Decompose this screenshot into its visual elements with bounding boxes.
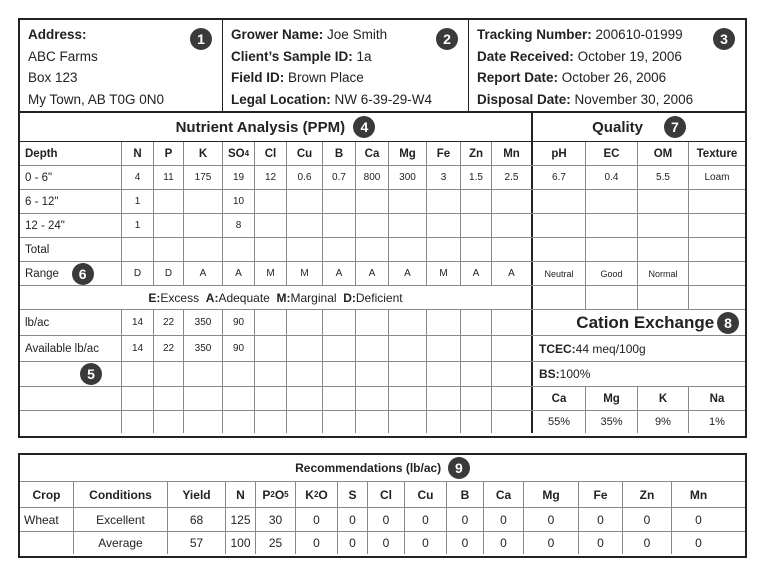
range-label-cell (20, 262, 122, 285)
grower-name-label: Grower Name: (231, 27, 324, 42)
cell: 90 (223, 310, 255, 335)
rec-col-conditions: Conditions (74, 482, 168, 507)
rec-condition: Excellent (74, 508, 168, 531)
cell: 0 (484, 532, 524, 554)
cell (184, 238, 223, 261)
cell: 0 (338, 532, 368, 554)
cell: 10 (223, 190, 255, 213)
cell (154, 238, 184, 261)
cell (184, 411, 223, 433)
table-row (20, 190, 745, 214)
badge-cell (20, 362, 122, 386)
range-cell: A (356, 262, 389, 285)
col-b: B (323, 142, 356, 165)
cell (427, 362, 461, 386)
rec-col-n: N (226, 482, 256, 507)
cell: 0 (405, 532, 447, 554)
cell: 30 (256, 508, 296, 531)
col-fe: Fe (427, 142, 461, 165)
cell: 22 (154, 336, 184, 361)
rec-crop (20, 532, 74, 554)
rec-title-cell (20, 455, 745, 481)
cell (492, 336, 533, 361)
row-label: 6 - 12" (20, 190, 122, 213)
rec-col-cu: Cu (405, 482, 447, 507)
table-row (20, 238, 745, 262)
quality-title-cell (533, 113, 745, 141)
cation-title-row (533, 310, 745, 336)
cell: 3 (427, 166, 461, 189)
rec-col-cl: Cl (368, 482, 405, 507)
cell (638, 214, 689, 237)
cell (461, 411, 492, 433)
rec-row (20, 508, 745, 532)
range-cell: D (122, 262, 154, 285)
range-cell: M (427, 262, 461, 285)
cell: 8 (223, 214, 255, 237)
cell (287, 362, 323, 386)
cell (356, 310, 389, 335)
cell: 350 (184, 336, 223, 361)
cell (389, 411, 427, 433)
range-cell: A (389, 262, 427, 285)
rec-col-crop: Crop (20, 482, 74, 507)
row-label: 12 - 24" (20, 214, 122, 237)
cell: 1 (122, 214, 154, 237)
cell (255, 362, 287, 386)
row-label: 0 - 6" (20, 166, 122, 189)
tcec-row (533, 336, 745, 362)
cation-title-cell (533, 310, 745, 335)
cell: 1 (122, 190, 154, 213)
col-n: N (122, 142, 154, 165)
badge-2: 2 (436, 28, 458, 50)
cell: 25 (256, 532, 296, 554)
cell (323, 362, 356, 386)
cell: 2.5 (492, 166, 533, 189)
date-received-label: Date Received: (477, 48, 574, 64)
rec-row (20, 532, 745, 554)
cell (492, 310, 533, 335)
cell (356, 336, 389, 361)
rec-col-b: B (447, 482, 484, 507)
section-title-row (20, 113, 745, 142)
cell (492, 190, 533, 213)
tcec: TCEC: 44 meq/100g (539, 341, 646, 356)
disposal-date-label: Disposal Date: (477, 91, 571, 107)
cell (356, 362, 389, 386)
cell: 22 (154, 310, 184, 335)
cell (389, 238, 427, 261)
cell: 4 (122, 166, 154, 189)
cation-k: 9% (638, 411, 689, 433)
cell: 19 (223, 166, 255, 189)
rec-col-k2o: K 2 O (296, 482, 338, 507)
report-date-label: Report Date: (477, 70, 559, 85)
cell: 0.7 (323, 166, 356, 189)
cell (184, 387, 223, 410)
cell: 0 (695, 536, 702, 550)
cell (461, 336, 492, 361)
cell (184, 362, 223, 386)
cell: 0 (447, 508, 484, 531)
badge-8: 8 (717, 312, 739, 334)
range-cell: M (287, 262, 323, 285)
cell (389, 387, 427, 410)
cell (586, 214, 638, 237)
range-cell: A (492, 262, 533, 285)
tracking-block (468, 20, 745, 111)
cell (287, 310, 323, 335)
texture-value: Loam (704, 172, 730, 183)
rec-col-yield: Yield (168, 482, 226, 507)
range-cell: A (323, 262, 356, 285)
range-row (20, 262, 745, 286)
cell (184, 214, 223, 237)
cell (492, 362, 533, 386)
cell (154, 190, 184, 213)
nutrient-header-row (20, 142, 745, 166)
cell (461, 214, 492, 237)
rec-col-p2o5: P 2 O 5 (256, 482, 296, 507)
cell: 14 (122, 310, 154, 335)
cell: 350 (184, 310, 223, 335)
badge-6: 6 (72, 263, 94, 285)
cell: 1.5 (461, 166, 492, 189)
cell: 0 (623, 508, 672, 531)
cell (533, 238, 586, 261)
available-row (20, 336, 533, 362)
cell: 0 (623, 532, 672, 554)
cell: 14 (122, 336, 154, 361)
cation-header-row (533, 387, 745, 411)
cell (389, 362, 427, 386)
cell (689, 286, 745, 309)
cation-na: 1% (709, 416, 725, 428)
cell (461, 238, 492, 261)
cell (287, 387, 323, 410)
cation-title: Cation Exchange (576, 312, 715, 332)
col-ph: pH (533, 142, 586, 165)
cell (154, 411, 184, 433)
cell: 90 (223, 336, 255, 361)
address-line3: My Town, AB T0G 0N0 (28, 91, 165, 107)
ec-range: Good (586, 262, 638, 285)
cell (586, 190, 638, 213)
cell (20, 387, 122, 410)
rec-col-mn: Mn (689, 487, 708, 502)
depth-header: Depth (20, 142, 122, 165)
cell (389, 190, 427, 213)
cell (287, 411, 323, 433)
col-mn: Mn (492, 142, 533, 165)
cell: 0 (484, 508, 524, 531)
rec-condition: Average (74, 532, 168, 554)
report-date: October 26, 2006 (561, 70, 667, 85)
cell (356, 238, 389, 261)
cell (461, 310, 492, 335)
address-line2: Box 123 (28, 70, 78, 85)
rec-col-zn: Zn (623, 482, 672, 507)
lower-section (20, 310, 745, 433)
badge-3: 3 (713, 28, 735, 50)
cell: 0 (695, 512, 702, 527)
cell: 0 (524, 508, 579, 531)
cell (689, 238, 745, 261)
badge-5: 5 (80, 363, 102, 385)
badge-4: 4 (353, 116, 375, 138)
cell (255, 310, 287, 335)
cell (461, 190, 492, 213)
table-row (20, 214, 745, 238)
quality-title: Quality (592, 118, 643, 136)
lbac-label: lb/ac (20, 310, 122, 335)
cell (461, 362, 492, 386)
table-row (20, 387, 533, 411)
cell (586, 238, 638, 261)
cation-mg: 35% (586, 411, 638, 433)
cell (323, 238, 356, 261)
cell (427, 238, 461, 261)
cell: 0 (447, 532, 484, 554)
cell: 68 (168, 508, 226, 531)
cell (323, 411, 356, 433)
cell (223, 411, 255, 433)
cell (533, 286, 586, 309)
badge-7: 7 (664, 116, 686, 138)
cell: 12 (255, 166, 287, 189)
cation-col-ca: Ca (533, 387, 586, 410)
grower-name: Joe Smith (327, 27, 388, 42)
cell (184, 190, 223, 213)
cell (356, 387, 389, 410)
cell (427, 411, 461, 433)
cell (287, 190, 323, 213)
cell: 0 (579, 508, 623, 531)
cell (255, 214, 287, 237)
col-mg: Mg (389, 142, 427, 165)
nutrient-title: Nutrient Analysis (PPM) (175, 118, 346, 136)
rec-col-mg: Mg (524, 482, 579, 507)
cell (255, 387, 287, 410)
col-cu: Cu (287, 142, 323, 165)
nutrient-title-cell (20, 113, 533, 141)
cell: 0.6 (287, 166, 323, 189)
cell (356, 214, 389, 237)
cell (389, 214, 427, 237)
disposal-date: November 30, 2006 (574, 91, 694, 107)
badge-1: 1 (190, 28, 212, 50)
address-line1: ABC Farms (28, 48, 98, 64)
col-zn: Zn (461, 142, 492, 165)
cell (638, 238, 689, 261)
cell (461, 387, 492, 410)
cell: 300 (389, 166, 427, 189)
cell (356, 190, 389, 213)
sample-id: 1a (356, 48, 372, 64)
tracking-number-label: Tracking Number: (477, 27, 592, 42)
om-value: 5.5 (638, 166, 689, 189)
cell: 0 (368, 532, 405, 554)
cell: 0 (405, 508, 447, 531)
cell: 0 (338, 508, 368, 531)
cell (20, 411, 122, 433)
cell: 800 (356, 166, 389, 189)
cell (638, 190, 689, 213)
cell (287, 214, 323, 237)
cell (223, 387, 255, 410)
rec-col-fe: Fe (579, 482, 623, 507)
texture-range (689, 262, 745, 285)
cell (323, 336, 356, 361)
badge-9: 9 (448, 457, 470, 479)
cell (122, 238, 154, 261)
col-texture: Texture (696, 147, 738, 160)
bs-row (533, 362, 745, 387)
field-id: Brown Place (288, 70, 364, 85)
range-legend: E: Excess A: Adequate M: Marginal D: Deficient (20, 286, 533, 309)
cell: 0 (296, 532, 338, 554)
rec-title: Recommendations (lb/ac) (295, 461, 442, 475)
table-row (20, 362, 533, 387)
col-p: P (154, 142, 184, 165)
cell (389, 310, 427, 335)
soil-report (18, 18, 747, 438)
col-ca: Ca (356, 142, 389, 165)
cell: 0 (296, 508, 338, 531)
cell (427, 336, 461, 361)
cell (287, 336, 323, 361)
base-saturation: BS: 100% (539, 367, 591, 381)
cell: 11 (154, 166, 184, 189)
cation-values-row (533, 411, 745, 433)
cell (689, 190, 745, 213)
field-id-label: Field ID: (231, 70, 285, 85)
cell: 175 (184, 166, 223, 189)
cell (255, 411, 287, 433)
cation-block (533, 310, 745, 433)
tracking-number: 200610-01999 (595, 27, 683, 42)
report-header (20, 20, 745, 113)
rec-col-ca: Ca (484, 482, 524, 507)
lbac-block (20, 310, 533, 433)
range-cell: M (255, 262, 287, 285)
cell (154, 214, 184, 237)
rec-header-row (20, 482, 745, 508)
col-ec: EC (586, 142, 638, 165)
cell (492, 214, 533, 237)
cell (122, 362, 154, 386)
range-cell: A (223, 262, 255, 285)
range-cell: A (461, 262, 492, 285)
range-cell: A (184, 262, 223, 285)
cell (255, 336, 287, 361)
address-label: Address: (28, 27, 87, 42)
range-label: Range (25, 267, 59, 280)
cell (323, 214, 356, 237)
range-cell: D (154, 262, 184, 285)
table-row (20, 411, 533, 433)
table-row (20, 166, 745, 190)
cell (533, 190, 586, 213)
col-om: OM (638, 142, 689, 165)
cell (255, 238, 287, 261)
cell (638, 286, 689, 309)
available-label: Available lb/ac (20, 336, 122, 361)
row-label: Total (20, 238, 122, 261)
cell (492, 387, 533, 410)
cell: 0 (368, 508, 405, 531)
rec-crop: Wheat (20, 508, 74, 531)
cation-col-na: Na (709, 392, 725, 405)
cell (323, 310, 356, 335)
col-k: K (184, 142, 223, 165)
cell (356, 411, 389, 433)
cell (427, 310, 461, 335)
address-block (20, 20, 222, 111)
cation-ca: 55% (533, 411, 586, 433)
ph-range: Neutral (533, 262, 586, 285)
rec-title-row (20, 455, 745, 482)
cell (154, 387, 184, 410)
cation-col-k: K (638, 387, 689, 410)
cell (323, 387, 356, 410)
cell (427, 214, 461, 237)
cell (389, 336, 427, 361)
cell (689, 214, 745, 237)
cell: 125 (226, 508, 256, 531)
om-range: Normal (638, 262, 689, 285)
col-cl: Cl (255, 142, 287, 165)
cell (492, 411, 533, 433)
cell (533, 214, 586, 237)
cell (223, 362, 255, 386)
cell (287, 238, 323, 261)
cell (427, 387, 461, 410)
cell: 0 (524, 532, 579, 554)
ec-value: 0.4 (586, 166, 638, 189)
cell (492, 238, 533, 261)
cell (223, 238, 255, 261)
recommendations-table (18, 453, 747, 558)
cell (586, 286, 638, 309)
date-received: October 19, 2006 (577, 48, 682, 64)
cell: 100 (226, 532, 256, 554)
legal-location-label: Legal Location: (231, 91, 331, 107)
grower-block (222, 20, 468, 111)
rec-col-s: S (338, 482, 368, 507)
col-so4: SO 4 (223, 142, 255, 165)
cell (122, 387, 154, 410)
cell (122, 411, 154, 433)
legal-location: NW 6-39-29-W4 (334, 91, 433, 107)
cell (255, 190, 287, 213)
cell (427, 190, 461, 213)
cell (154, 362, 184, 386)
lbac-row (20, 310, 533, 336)
cell: 0 (579, 532, 623, 554)
ph-value: 6.7 (533, 166, 586, 189)
legend-row (20, 286, 745, 310)
cation-col-mg: Mg (586, 387, 638, 410)
sample-id-label: Client’s Sample ID: (231, 48, 353, 64)
cell: 57 (168, 532, 226, 554)
cell (323, 190, 356, 213)
